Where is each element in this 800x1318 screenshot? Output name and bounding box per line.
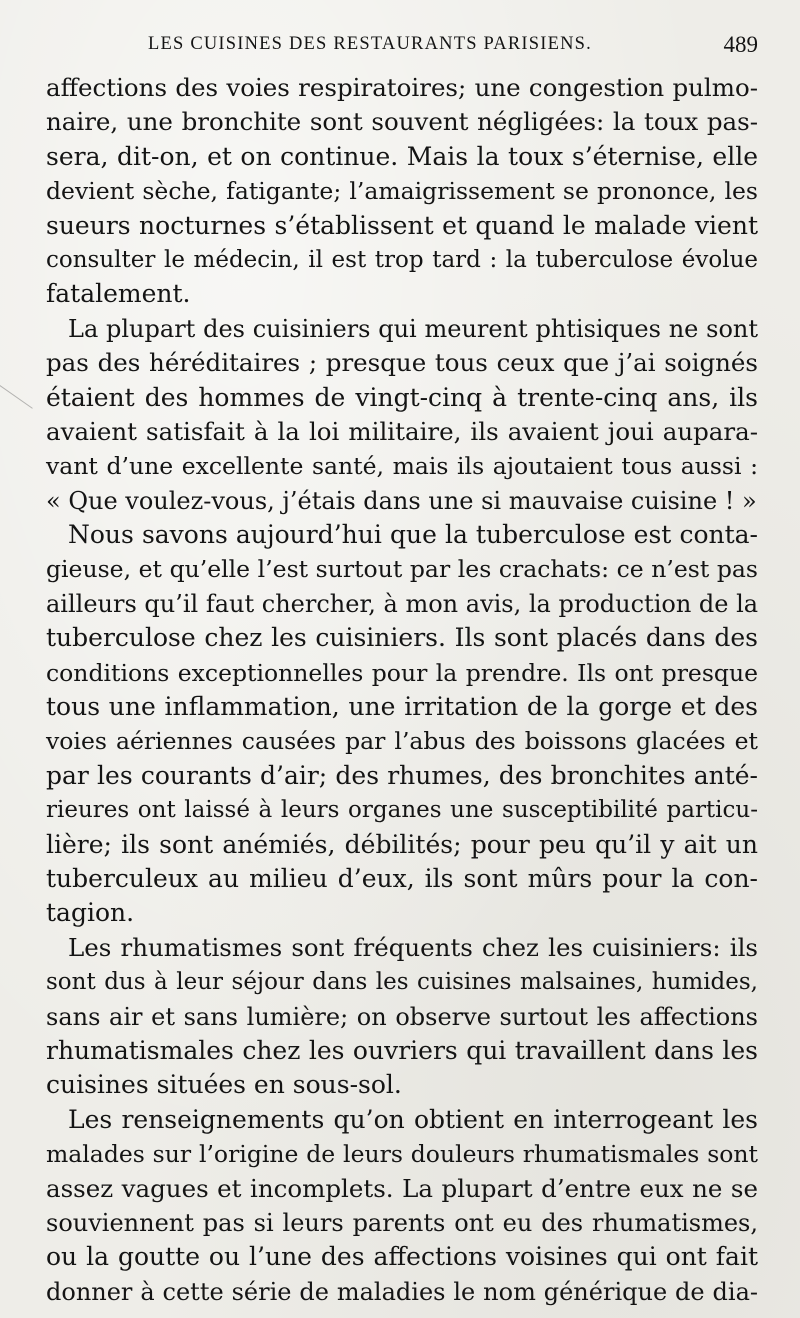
text-line: sueurs nocturnes s’établissent et quand le malade vient xyxy=(46,210,758,240)
text-line: pas des héréditaires ; presque tous ceux que j’ai soignés xyxy=(46,348,758,378)
text-line: donner à cette série de maladies le nom générique de dia- xyxy=(46,1277,758,1306)
text-line: étaient des hommes de vingt-cinq à trente-cinq ans, ils xyxy=(46,382,758,412)
page-number: 489 xyxy=(723,32,758,57)
paragraph xyxy=(46,71,758,312)
text-line: Les renseignements qu’on obtient en interrogeant les xyxy=(68,1104,758,1134)
text-line: sans air et sans lumière; on observe surtout les affections xyxy=(46,1002,758,1031)
text-line: Les rhumatismes sont fréquents chez les cuisiniers: ils xyxy=(68,932,758,962)
text-line: vant d’une excellente santé, mais ils ajoutaient tous aussi : xyxy=(46,452,758,481)
scan-artifact-line xyxy=(0,385,33,450)
text-line: tuberculeux au milieu d’eux, ils sont mûrs pour la con- xyxy=(46,863,758,893)
text-line: ailleurs qu’il faut chercher, à mon avis, la production de la xyxy=(46,589,759,618)
text-line: rhumatismales chez les ouvriers qui travaillent dans les xyxy=(46,1035,758,1065)
text-line: assez vagues et incomplets. La plupart d’entre eux ne se xyxy=(46,1173,758,1203)
text-line: La plupart des cuisiniers qui meurent phtisiques ne sont xyxy=(68,314,758,343)
text-line: lière; ils sont anémiés, débilités; pour peu qu’il y ait un xyxy=(46,829,758,859)
body-text xyxy=(46,71,758,1309)
text-line: consulter le médecin, il est trop tard : la tuberculose évolue xyxy=(46,246,758,273)
text-line: cuisines situées en sous-sol. xyxy=(46,1070,402,1100)
running-title: LES CUISINES DES RESTAURANTS PARISIENS. xyxy=(148,34,592,54)
text-line: affections des voies respiratoires; une congestion pulmo- xyxy=(46,73,758,102)
text-line: sont dus à leur séjour dans les cuisines malsaines, humides, xyxy=(46,969,758,996)
text-line: par les courants d’air; des rhumes, des bronchites anté- xyxy=(46,760,758,790)
text-line: tuberculose chez les cuisiniers. Ils sont placés dans des xyxy=(46,623,758,653)
paragraph xyxy=(46,518,758,931)
text-line: fatalement. xyxy=(46,279,191,309)
text-line: « Que voulez-vous, j’étais dans une si mauvaise cuisine ! » xyxy=(46,486,757,515)
text-line: Nous savons aujourd’hui que la tuberculose est conta- xyxy=(68,520,758,550)
text-line: tous une inflammation, une irritation de la gorge et des xyxy=(46,692,758,722)
text-line: gieuse, et qu’elle l’est surtout par les crachats: ce n’est pas xyxy=(46,555,758,584)
text-line: malades sur l’origine de leurs douleurs rhumatismales sont xyxy=(46,1140,758,1169)
text-line: devient sèche, fatigante; l’amaigrissement se prononce, les xyxy=(46,177,758,206)
paragraph xyxy=(46,1103,758,1309)
text-line: rieures ont laissé à leurs organes une susceptibilité particu- xyxy=(46,797,758,824)
paragraph xyxy=(46,931,758,1103)
text-line: souviennent pas si leurs parents ont eu des rhumatismes, xyxy=(46,1208,758,1237)
text-line: sera, dit-on, et on continue. Mais la toux s’éternise, elle xyxy=(46,141,758,171)
text-line: ou la goutte ou l’une des affections voisines qui ont fait xyxy=(46,1242,758,1272)
text-line: naire, une bronchite sont souvent négligées: la toux pas- xyxy=(46,107,758,137)
page-header xyxy=(148,34,758,60)
text-line: voies aériennes causées par l’abus des boissons glacées et xyxy=(46,727,758,756)
text-line: tagion. xyxy=(46,898,135,928)
paragraph xyxy=(46,312,758,518)
text-line: conditions exceptionnelles pour la prendre. Ils ont presque xyxy=(46,658,758,687)
text-line: avaient satisfait à la loi militaire, ils avaient joui aupara- xyxy=(46,416,758,446)
